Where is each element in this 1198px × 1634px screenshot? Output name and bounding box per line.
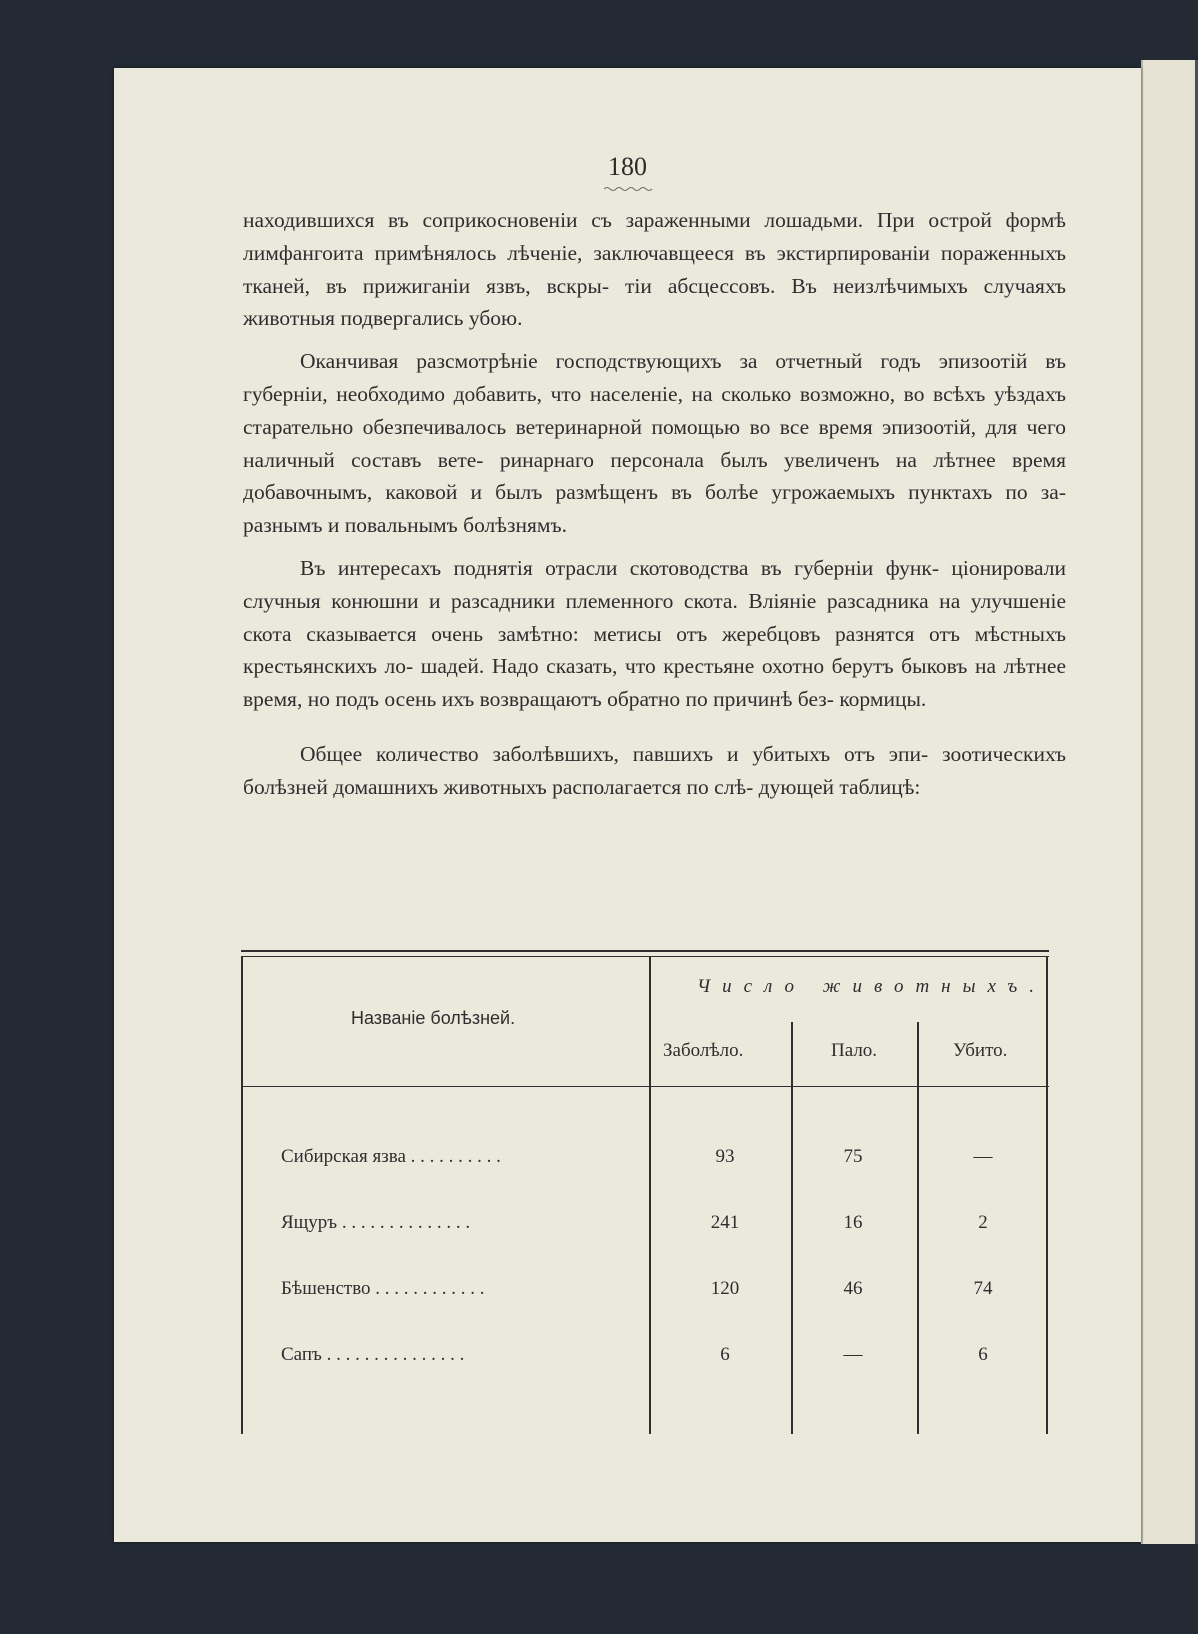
paragraph-2: Оканчивая разсмотрѣніе господствующихъ за отчетный годъ эпизоотій въ губерніи, необходимо добавить, что населеніе, на сколько возможно, во всѣхъ уѣздахъ старательно обезпечивалось ветеринарной помощью во все время эпизоотій, для чего наличный составъ вете- ринарнаго персонала былъ увеличенъ на лѣтнее время добавочнымъ, каковой и былъ размѣщенъ въ болѣе угрожаемыхъ пунктахъ по за- разнымъ и повальнымъ болѣзнямъ. xyxy=(243,349,1067,538)
table-header-rule xyxy=(241,1086,1049,1087)
row-dead: — xyxy=(843,1344,863,1365)
row-killed: — xyxy=(973,1146,993,1167)
row-sick: 241 xyxy=(710,1212,740,1233)
row-dead: 75 xyxy=(843,1146,863,1167)
row-killed: 74 xyxy=(973,1278,993,1299)
table-column-divider-2 xyxy=(917,1022,919,1434)
table-header-sick: Заболѣло. xyxy=(663,1040,744,1061)
table-header-animal-count: Число животныхъ. xyxy=(697,976,1047,997)
row-sick: 93 xyxy=(715,1146,735,1167)
row-sick: 6 xyxy=(720,1344,730,1365)
next-page-edge xyxy=(1141,60,1195,1544)
paragraph-1: находившихся въ соприкосновеніи съ зараженными лошадьми. При острой формѣ лимфангоита примѣнялось лѣченіе, заключавщееся въ экстирпированіи пораженныхъ тканей, въ прижиганіи язвъ, вскры- тіи абсцессовъ. Въ неизлѣчимыхъ случаяхъ животныя подвергались убою. xyxy=(243,208,1066,331)
row-killed: 2 xyxy=(978,1212,988,1233)
table-left-border xyxy=(241,956,243,1434)
row-label: Сапъ . . . . . . . . . . . . . . . xyxy=(281,1344,465,1365)
row-label: Бѣшенство . . . . . . . . . . . . xyxy=(281,1278,485,1299)
book-page xyxy=(114,68,1141,1542)
paragraph-3: Въ интересахъ поднятія отрасли скотоводства въ губерніи функ- ціонировали случныя конюшни и разсадники племенного скота. Вліяніе разсадника на улучшеніе скота сказывается очень замѣтно: метисы отъ жеребцовъ разнятся отъ мѣстныхъ крестьянскихъ ло- шадей. Надо сказать, что крестьяне охотно берутъ быковъ на лѣтнее время, но подъ осень ихъ возвращаютъ обратно по причинѣ без- кормицы. xyxy=(243,555,1067,712)
table-name-column-divider xyxy=(649,956,651,1434)
table-header-disease-name: Названіе болѣзней. xyxy=(351,1008,516,1028)
row-killed: 6 xyxy=(978,1344,988,1365)
row-dead: 46 xyxy=(843,1278,863,1299)
page-number: 180 xyxy=(608,152,647,181)
table-right-border xyxy=(1046,956,1048,1434)
table-header-killed: Убито. xyxy=(953,1040,1008,1061)
table-top-rule xyxy=(241,950,1049,952)
table-header-dead: Пало. xyxy=(831,1040,878,1061)
row-sick: 120 xyxy=(710,1278,740,1299)
row-dead: 16 xyxy=(843,1212,863,1233)
row-label: Сибирская язва . . . . . . . . . . xyxy=(281,1146,501,1167)
row-label: Ящуръ . . . . . . . . . . . . . . xyxy=(281,1212,471,1233)
page-number-ornament xyxy=(604,186,654,192)
table-top-rule-thin xyxy=(241,956,1049,957)
body-text xyxy=(243,204,1066,804)
paragraph-4: Общее количество заболѣвшихъ, павшихъ и убитыхъ отъ эпи- зоотическихъ болѣзней домашнихъ животныхъ располагается по слѣ- дующей таблицѣ: xyxy=(243,741,1066,799)
